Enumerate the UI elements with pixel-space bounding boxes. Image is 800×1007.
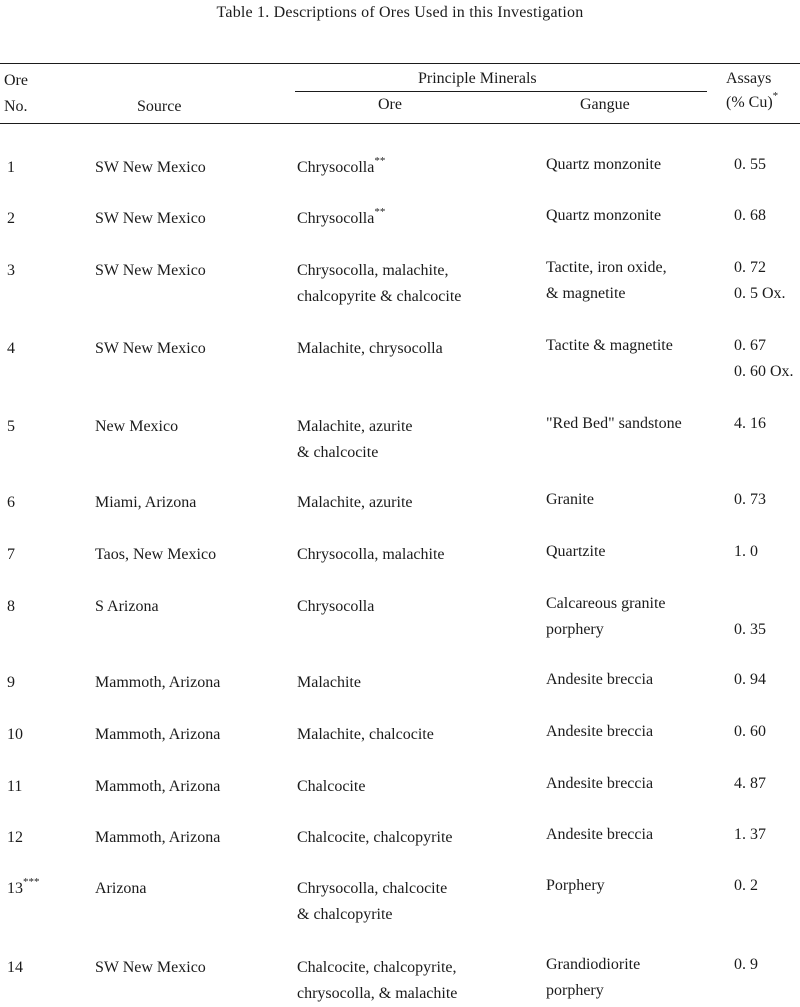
ore-footnote-mark: ** — [374, 206, 386, 218]
ore-minerals-text: Malachite, azurite — [297, 494, 413, 511]
gangue-minerals — [546, 333, 673, 359]
ore-number — [7, 876, 40, 903]
assay-value-text: 1. 0 — [734, 543, 758, 560]
assay-value — [734, 667, 766, 693]
ore-number-text: 5 — [7, 418, 15, 435]
ore-source-text: Mammoth, Arizona — [95, 674, 221, 691]
header-principle-minerals: Principle Minerals — [418, 70, 537, 87]
ore-minerals-text: chalcopyrite & chalcocite — [297, 288, 462, 305]
ore-number-text: 4 — [7, 340, 15, 357]
assay-value — [734, 152, 766, 178]
ore-minerals — [297, 902, 393, 928]
assay-value-text: 0. 60 — [734, 723, 766, 740]
ore-number — [7, 258, 15, 284]
ore-minerals-text: Malachite — [297, 674, 361, 691]
ore-minerals — [297, 440, 378, 466]
assay-value-text: 0. 67 — [734, 337, 766, 354]
gangue-minerals — [546, 822, 653, 848]
gangue-minerals-text: Tactite & magnetite — [546, 337, 673, 354]
ore-source-text: SW New Mexico — [95, 340, 206, 357]
gangue-minerals-text: Quartz monzonite — [546, 207, 662, 224]
gangue-minerals — [546, 667, 653, 693]
ore-source-text: SW New Mexico — [95, 210, 206, 227]
assay-value-text: 0. 5 Ox. — [734, 285, 786, 302]
assay-value-text: 1. 37 — [734, 826, 766, 843]
ore-source-text: Mammoth, Arizona — [95, 778, 221, 795]
ore-number-text: 14 — [7, 959, 23, 976]
ore-number-text: 11 — [7, 778, 23, 795]
assay-value — [734, 873, 758, 899]
gangue-minerals — [546, 952, 640, 978]
gangue-minerals — [546, 255, 667, 281]
ore-number — [7, 155, 15, 181]
ore-minerals-text: & chalcopyrite — [297, 906, 393, 923]
ore-source — [95, 414, 178, 440]
gangue-minerals-text: Andesite breccia — [546, 826, 654, 843]
assay-value-text: 0. 68 — [734, 207, 766, 224]
header-rule — [0, 123, 800, 124]
assay-value — [734, 952, 758, 978]
ore-minerals-text: Chrysocolla — [297, 159, 375, 176]
ore-number-text: 7 — [7, 546, 15, 563]
gangue-minerals-text: Porphery — [546, 877, 605, 894]
gangue-minerals-text: & magnetite — [546, 285, 626, 302]
assay-value-text: 0. 9 — [734, 956, 758, 973]
ore-number-text: 13 — [7, 880, 23, 897]
assay-value — [734, 617, 766, 643]
gangue-minerals — [546, 873, 605, 899]
ore-number-text: 1 — [7, 159, 15, 176]
ore-number-text: 12 — [7, 829, 23, 846]
assay-value — [734, 539, 758, 565]
minerals-rule — [295, 91, 707, 92]
ore-source — [95, 876, 147, 902]
assay-value-text: 0. 60 Ox. — [734, 363, 794, 380]
ore-source — [95, 258, 206, 284]
ore-number — [7, 955, 23, 981]
ore-minerals-text: Chalcocite — [297, 778, 366, 795]
gangue-minerals — [546, 539, 606, 565]
gangue-minerals — [546, 771, 653, 797]
ore-number-text: 2 — [7, 210, 15, 227]
gangue-minerals-text: Quartz monzonite — [546, 156, 662, 173]
ore-source-text: Arizona — [95, 880, 147, 897]
ore-minerals-text: Chrysocolla — [297, 210, 375, 227]
assay-value — [734, 281, 786, 307]
ore-minerals-text: Chrysocolla, malachite, — [297, 262, 449, 279]
ore-number — [7, 490, 15, 516]
ore-minerals-text: Chalcocite, chalcopyrite, — [297, 959, 457, 976]
ore-number — [7, 336, 15, 362]
ore-minerals — [297, 284, 461, 310]
gangue-minerals — [546, 617, 604, 643]
ore-number — [7, 414, 15, 440]
gangue-minerals-text: Andesite breccia — [546, 775, 654, 792]
ore-number-text: 6 — [7, 494, 15, 511]
ore-minerals — [297, 542, 445, 568]
gangue-minerals-text: porphery — [546, 621, 604, 638]
assay-value — [734, 411, 766, 437]
ore-minerals — [297, 825, 452, 851]
ore-minerals — [297, 876, 447, 902]
table-title: Table 1. Descriptions of Ores Used in this Investigation — [216, 4, 584, 21]
ore-minerals-text: Malachite, chrysocolla — [297, 340, 443, 357]
ore-source-text: Taos, New Mexico — [95, 546, 217, 563]
ore-minerals-text: Chrysocolla, chalcocite — [297, 880, 448, 897]
assay-value-text: 4. 16 — [734, 415, 766, 432]
gangue-minerals-text: Grandiodiorite — [546, 956, 641, 973]
top-rule — [0, 63, 800, 64]
ore-source-text: Mammoth, Arizona — [95, 726, 221, 743]
ore-number — [7, 542, 15, 568]
ore-number — [7, 825, 23, 851]
ore-source-text: New Mexico — [95, 418, 179, 435]
ore-number-text: 8 — [7, 598, 15, 615]
ore-minerals-text: Malachite, chalcocite — [297, 726, 434, 743]
ore-minerals — [297, 774, 365, 800]
ore-source — [95, 490, 196, 516]
gangue-minerals-text: Quartzite — [546, 543, 606, 560]
assay-value — [734, 771, 766, 797]
ore-minerals — [297, 155, 385, 182]
gangue-minerals — [546, 281, 626, 307]
assay-value — [734, 822, 766, 848]
assay-value-text: 0. 55 — [734, 156, 766, 173]
assay-value-text: 0. 94 — [734, 671, 766, 688]
ore-minerals — [297, 981, 457, 1007]
ore-minerals — [297, 490, 413, 516]
assay-value-text: 0. 73 — [734, 491, 766, 508]
assays-footnote-mark: * — [772, 90, 779, 102]
ore-number — [7, 722, 23, 748]
ore-minerals-text: Chrysocolla — [297, 598, 375, 615]
ore-minerals-text: Chalcocite, chalcopyrite — [297, 829, 453, 846]
gangue-minerals-text: "Red Bed" sandstone — [546, 415, 682, 432]
assay-value — [734, 359, 794, 385]
ore-minerals — [297, 336, 443, 362]
gangue-minerals-text: Calcareous granite — [546, 595, 666, 612]
ore-number-text: 3 — [7, 262, 15, 279]
ore-minerals — [297, 594, 374, 620]
ore-source — [95, 825, 220, 851]
ore-source — [95, 670, 220, 696]
gangue-minerals-text: Granite — [546, 491, 594, 508]
ore-minerals — [297, 206, 385, 233]
ore-minerals — [297, 670, 361, 696]
ore-minerals-text: chrysocolla, & malachite — [297, 985, 458, 1002]
ore-source — [95, 206, 206, 232]
ore-number-text: 9 — [7, 674, 15, 691]
header-gangue: Gangue — [580, 96, 630, 113]
header-ore-no-line1: Ore — [4, 72, 28, 89]
ore-source-text: S Arizona — [95, 598, 159, 615]
assay-value — [734, 719, 766, 745]
header-ore-no-line2: No. — [4, 98, 28, 115]
ore-minerals-text: & chalcocite — [297, 444, 379, 461]
ore-number — [7, 206, 15, 232]
gangue-minerals-text: Tactite, iron oxide, — [546, 259, 667, 276]
ore-source-text: SW New Mexico — [95, 159, 206, 176]
gangue-minerals — [546, 203, 661, 229]
gangue-minerals — [546, 591, 666, 617]
ore-minerals — [297, 722, 434, 748]
header-assays-line2: (% Cu)* — [726, 90, 779, 111]
ore-source — [95, 774, 220, 800]
ore-footnote-mark: ** — [374, 155, 386, 167]
ore-source — [95, 722, 220, 748]
assay-value-text: 4. 87 — [734, 775, 766, 792]
ore-minerals — [297, 414, 413, 440]
ore-number — [7, 670, 15, 696]
ore-source-text: Miami, Arizona — [95, 494, 197, 511]
ore-source-text: SW New Mexico — [95, 262, 206, 279]
ore-source — [95, 155, 206, 181]
assay-value-text: 0. 72 — [734, 259, 766, 276]
header-source: Source — [137, 98, 182, 115]
ore-source — [95, 336, 206, 362]
gangue-minerals — [546, 152, 661, 178]
gangue-minerals — [546, 978, 604, 1004]
gangue-minerals — [546, 487, 594, 513]
ore-number — [7, 594, 15, 620]
assay-value-text: 0. 35 — [734, 621, 766, 638]
header-assays-line1: Assays — [726, 70, 772, 87]
ore-source-text: SW New Mexico — [95, 959, 206, 976]
ore-minerals-text: Chrysocolla, malachite — [297, 546, 445, 563]
ore-source — [95, 955, 206, 981]
ore-minerals — [297, 258, 449, 284]
header-ore: Ore — [378, 96, 402, 113]
ore-number-text: 10 — [7, 726, 23, 743]
ore-source-text: Mammoth, Arizona — [95, 829, 221, 846]
ore-number-footnote-mark: *** — [23, 876, 40, 888]
ore-source — [95, 594, 159, 620]
assay-value — [734, 255, 766, 281]
ore-source — [95, 542, 216, 568]
ore-minerals — [297, 955, 456, 981]
assay-value-text: 0. 2 — [734, 877, 758, 894]
assay-value — [734, 203, 766, 229]
ore-minerals-text: Malachite, azurite — [297, 418, 413, 435]
gangue-minerals — [546, 719, 653, 745]
gangue-minerals — [546, 411, 682, 437]
assay-value — [734, 333, 766, 359]
assay-value — [734, 487, 766, 513]
gangue-minerals-text: Andesite breccia — [546, 723, 654, 740]
gangue-minerals-text: porphery — [546, 982, 604, 999]
gangue-minerals-text: Andesite breccia — [546, 671, 654, 688]
ore-number — [7, 774, 22, 800]
